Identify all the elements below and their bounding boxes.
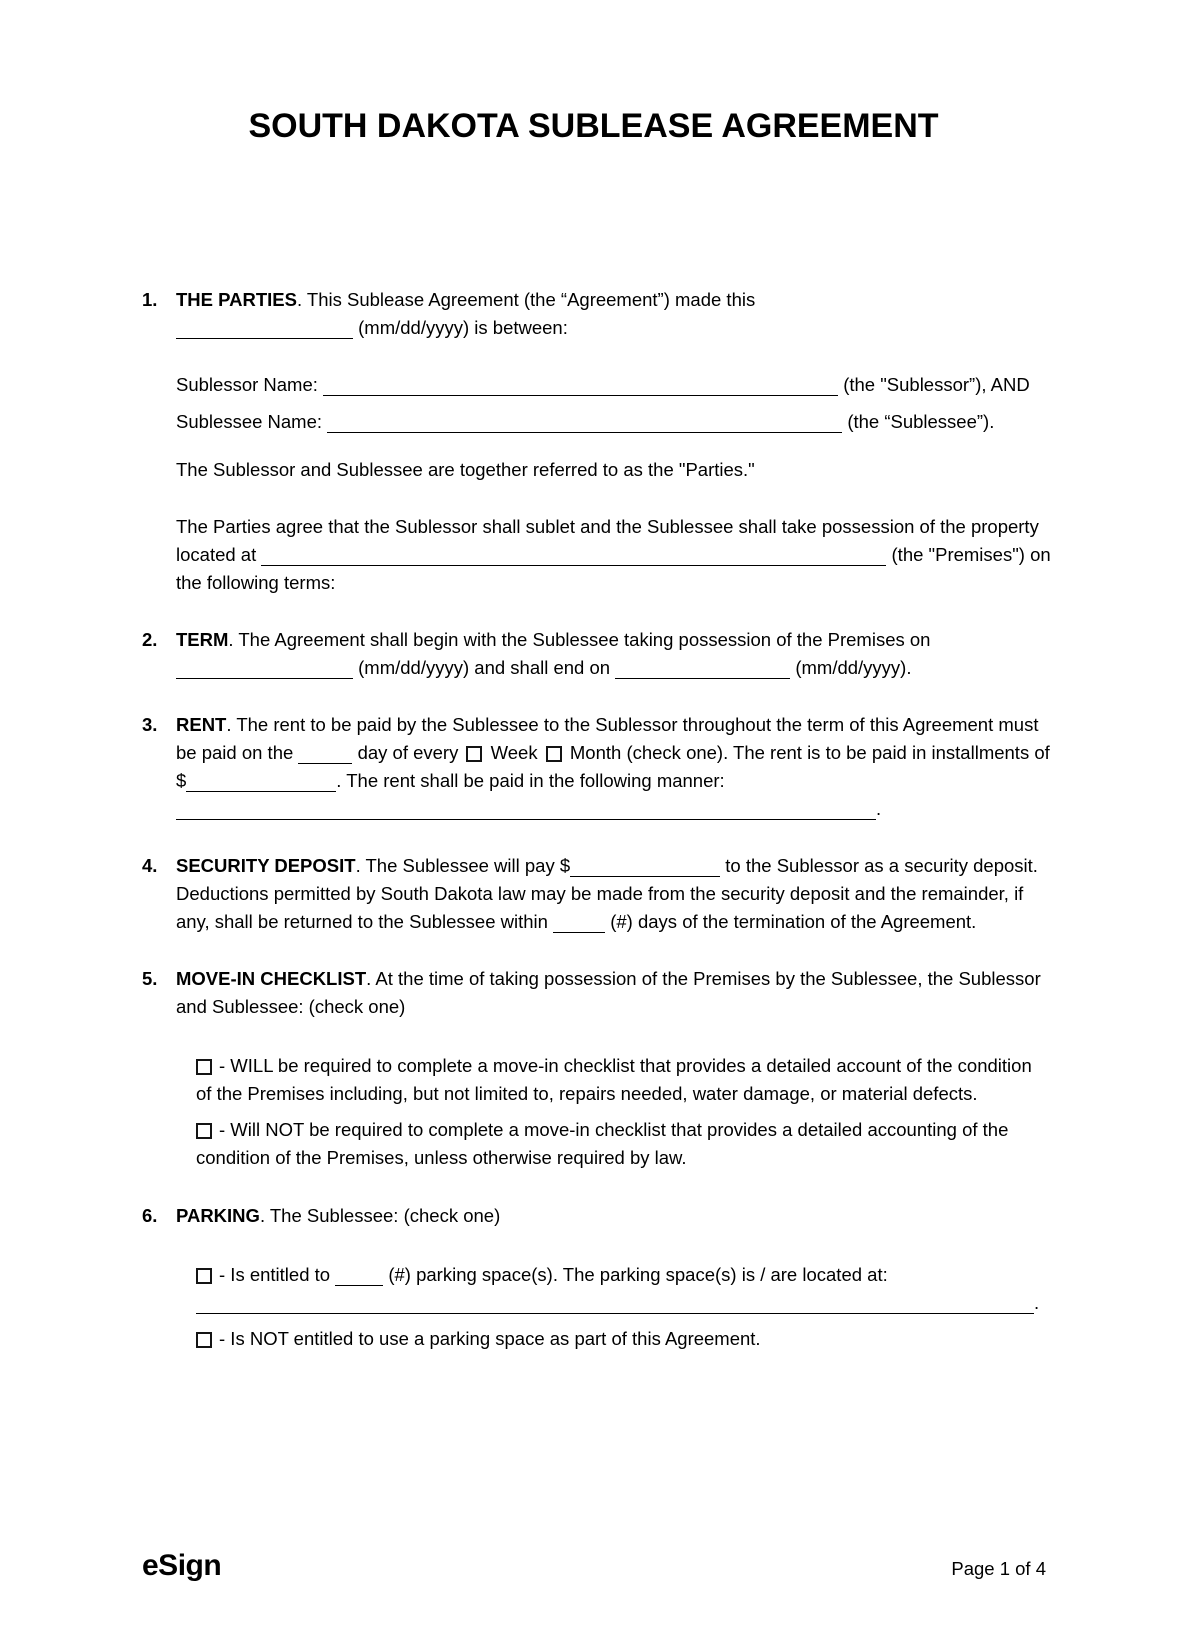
will-not-checklist-checkbox[interactable] xyxy=(196,1123,212,1139)
section-number: 1. xyxy=(142,289,158,310)
will-checklist-text: - WILL be required to complete a move-in checklist that provides a detailed account of the condition of the Premises including, but not limited to, repairs needed, water damage, or material defects. xyxy=(196,1055,1032,1104)
term-end-date-blank[interactable] xyxy=(615,659,790,679)
rent-amount-blank[interactable] xyxy=(186,772,336,792)
parking-spaces-count-blank[interactable] xyxy=(335,1266,383,1286)
parking-not-entitled-text: - Is NOT entitled to use a parking space as part of this Agreement. xyxy=(219,1328,761,1349)
term-heading: TERM xyxy=(176,629,229,650)
parking-entitled-text-1: - Is entitled to xyxy=(219,1264,331,1285)
week-label: Week xyxy=(490,742,538,763)
page-footer xyxy=(142,1549,1046,1583)
term-mid: (mm/dd/yyyy) and shall end on xyxy=(358,657,611,678)
month-label: Month xyxy=(569,742,622,763)
security-text-3: (#) days of the termination of the Agreement. xyxy=(610,911,977,932)
property-address-blank[interactable] xyxy=(261,546,886,566)
option-parking-entitled xyxy=(196,1261,1050,1317)
deposit-amount-blank[interactable] xyxy=(570,857,720,877)
section-number: 6. xyxy=(142,1205,158,1226)
term-tail: (mm/dd/yyyy). xyxy=(795,657,912,678)
section-the-parties xyxy=(142,286,1056,626)
term-paragraph xyxy=(176,626,1056,682)
sublessor-suffix: (the "Sublessor”), AND xyxy=(843,374,1030,395)
deposit-days-blank[interactable] xyxy=(553,913,605,933)
rent-heading: RENT xyxy=(176,714,227,735)
will-checklist-checkbox[interactable] xyxy=(196,1059,212,1075)
rent-day-blank[interactable] xyxy=(298,744,352,764)
rent-text-1: . The rent to be paid by the Sublessee to the Sublessor throughout the term of this Agreement must be paid on the xyxy=(176,714,1039,763)
will-not-checklist-text: - Will NOT be required to complete a move-in checklist that provides a detailed accounting of the condition of the Premises, unless otherwise required by law. xyxy=(196,1119,1009,1168)
rent-text-5: . xyxy=(876,798,882,819)
parking-location-blank[interactable] xyxy=(196,1294,1034,1314)
section-number: 4. xyxy=(142,855,158,876)
parking-paragraph xyxy=(176,1202,1056,1230)
section-number: 3. xyxy=(142,714,158,735)
security-text-2: to the Sublessor as a security deposit. Deductions permitted by South Dakota law may be made from the security deposit and the remainder, if any, shall be returned to the Sublessee within xyxy=(176,855,1038,932)
parties-intro-text: . This Sublease Agreement (the “Agreement”) made this xyxy=(296,289,756,310)
option-will-not-checklist xyxy=(196,1116,1050,1172)
sublessor-name-row xyxy=(176,371,1056,399)
esign-logo: eSign xyxy=(142,1549,222,1582)
sublessee-suffix: (the “Sublessee”). xyxy=(847,411,995,432)
rent-text-4: . The rent shall be paid in the following manner: xyxy=(336,770,725,791)
option-will-checklist xyxy=(196,1052,1050,1108)
term-lead: . The Agreement shall begin with the Sublessee taking possession of the Premises on xyxy=(228,629,931,650)
week-checkbox[interactable] xyxy=(466,746,482,762)
month-checkbox[interactable] xyxy=(546,746,562,762)
sublessor-name-blank[interactable] xyxy=(323,376,838,396)
page-number-label: Page 1 of 4 xyxy=(951,1558,1046,1579)
section-rent xyxy=(142,711,1056,852)
parties-intro-paragraph xyxy=(176,286,1056,342)
sublessee-name-label: Sublessee Name: xyxy=(176,411,323,432)
move-in-text: . At the time of taking possession of the Premises by the Sublessee, the Sublessor and Sublessee: (check one) xyxy=(176,968,1041,1017)
rent-manner-blank[interactable] xyxy=(176,800,876,820)
document-title: SOUTH DAKOTA SUBLEASE AGREEMENT xyxy=(248,107,939,145)
section-number: 2. xyxy=(142,629,158,650)
parking-not-entitled-checkbox[interactable] xyxy=(196,1332,212,1348)
parking-entitled-period: . xyxy=(1034,1292,1040,1313)
sublessee-name-row xyxy=(176,408,1056,436)
security-deposit-paragraph xyxy=(176,852,1056,936)
parking-entitled-checkbox[interactable] xyxy=(196,1268,212,1284)
rent-text-2: day of every xyxy=(357,742,459,763)
move-in-paragraph xyxy=(176,965,1056,1021)
section-security-deposit xyxy=(142,852,1056,965)
parties-agree-lead: The Parties agree that the Sublessor shall sublet and the Sublessee shall take possession of the property located at xyxy=(176,516,1039,565)
parking-text: . The Sublessee: (check one) xyxy=(259,1205,501,1226)
parking-heading: PARKING xyxy=(176,1205,260,1226)
option-parking-not-entitled xyxy=(196,1325,1050,1353)
move-in-heading: MOVE-IN CHECKLIST xyxy=(176,968,367,989)
sublessee-name-blank[interactable] xyxy=(327,413,842,433)
section-term xyxy=(142,626,1056,711)
parties-agree-paragraph xyxy=(176,513,1056,597)
parties-heading: THE PARTIES xyxy=(176,289,297,310)
sublessor-name-label: Sublessor Name: xyxy=(176,374,318,395)
parties-together-text: The Sublessor and Sublessee are together referred to as the "Parties." xyxy=(176,459,755,480)
security-text-1: . The Sublessee will pay $ xyxy=(355,855,571,876)
parties-agree-tail: (the "Premises") on the following terms: xyxy=(176,544,1051,593)
section-number: 5. xyxy=(142,968,158,989)
document-body xyxy=(142,286,1056,1361)
security-deposit-heading: SECURITY DEPOSIT xyxy=(176,855,356,876)
rent-paragraph xyxy=(176,711,1056,823)
agreement-date-blank[interactable] xyxy=(176,319,353,339)
parking-entitled-text-2: (#) parking space(s). The parking space(s) is / are located at: xyxy=(388,1264,888,1285)
parties-intro-tail: (mm/dd/yyyy) is between: xyxy=(358,317,568,338)
section-parking xyxy=(142,1202,1056,1361)
term-start-date-blank[interactable] xyxy=(176,659,353,679)
rent-text-3: (check one). The rent is to be paid in installments of $ xyxy=(176,742,1050,791)
section-move-in-checklist xyxy=(142,965,1056,1202)
parties-together-paragraph xyxy=(176,456,1056,484)
